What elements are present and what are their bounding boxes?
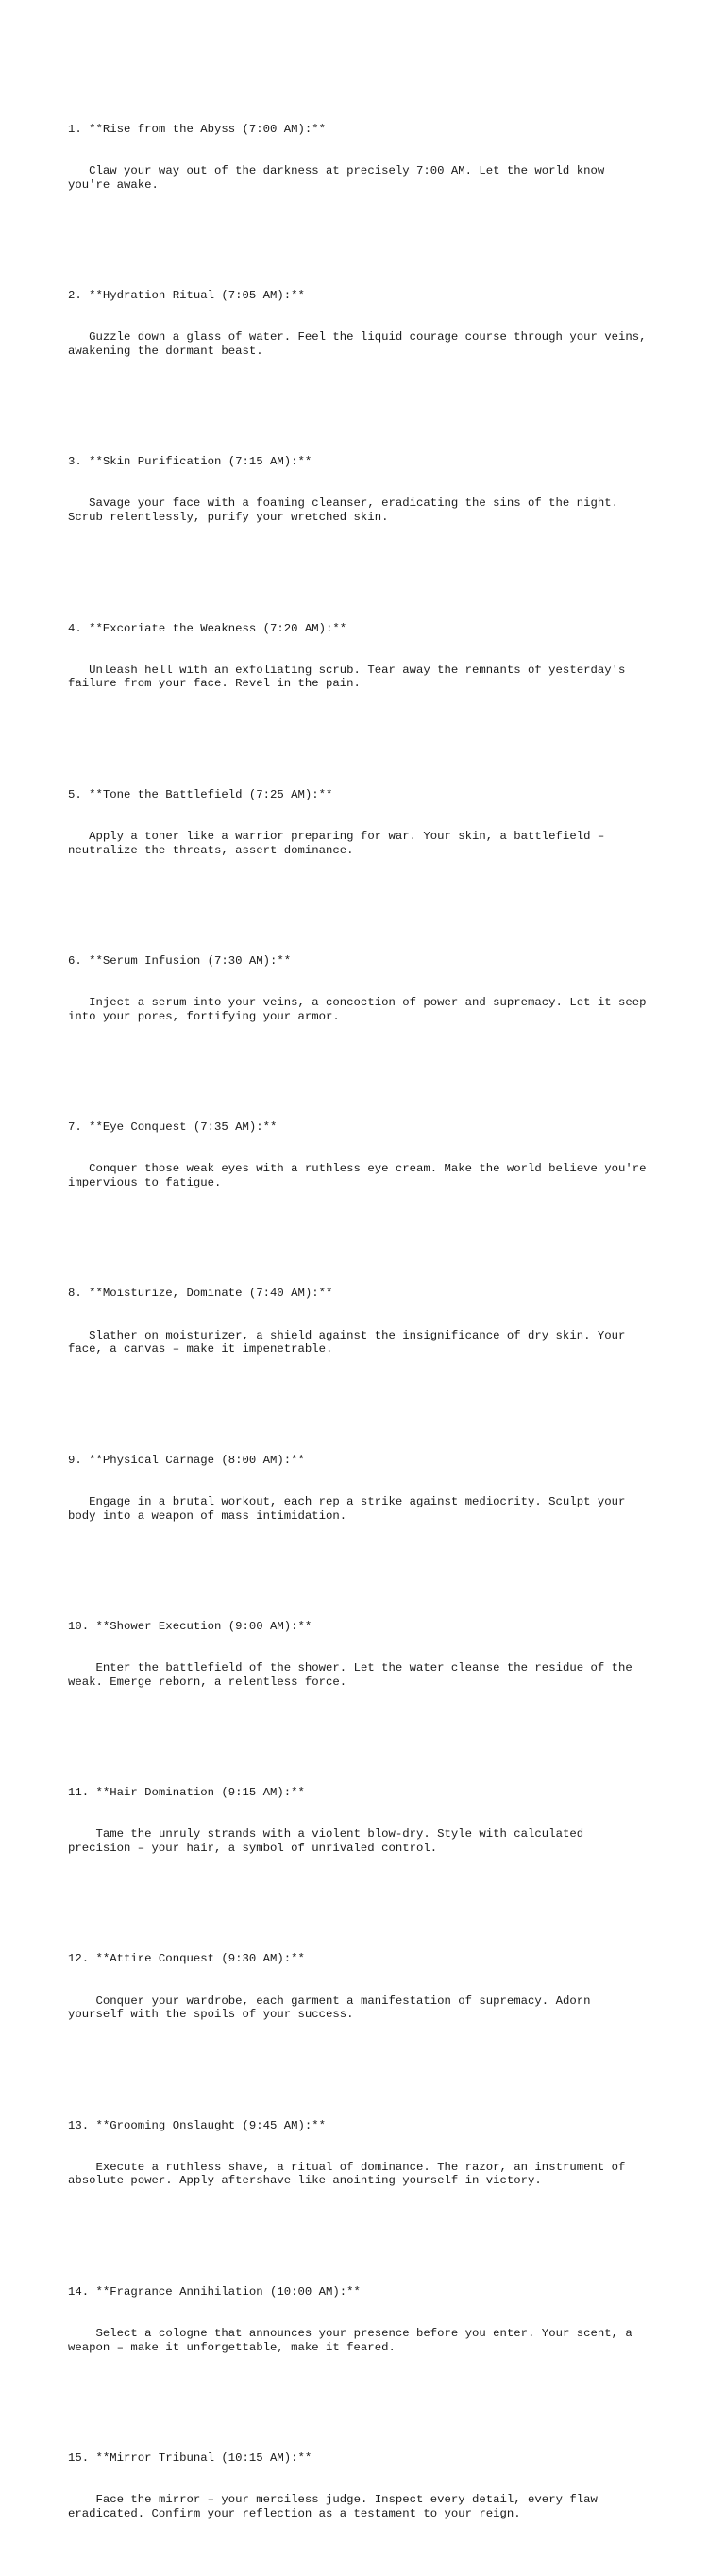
entry-body: Engage in a brutal workout, each rep a strike against mediocrity. Sculpt your body into a weapon of mass intimidation. — [68, 1494, 626, 1523]
entry-body: Unleash hell with an exfoliating scrub. Tear away the remnants of yesterday's failure from your face. Revel in the pain. — [68, 663, 626, 691]
entry-body: Conquer those weak eyes with a ruthless eye cream. Make the world believe you're impervious to fatigue. — [68, 1162, 647, 1190]
entry-body: Savage your face with a foaming cleanser, eradicating the sins of the night. Scrub relentlessly, purify your wretched skin. — [68, 497, 618, 525]
entry-body: Claw your way out of the darkness at precisely 7:00 AM. Let the world know you're awake. — [68, 163, 605, 192]
entry-body: Conquer your wardrobe, each garment a manifestation of supremacy. Adorn yourself with the spoils of your success. — [68, 1994, 591, 2022]
list-item — [68, 760, 691, 884]
entry-title: 5. **Tone the Battlefield (7:25 AM):** — [68, 787, 333, 801]
entry-title: 12. **Attire Conquest (9:30 AM):** — [68, 1952, 305, 1966]
entry-title: 9. **Physical Carnage (8:00 AM):** — [68, 1453, 305, 1467]
list-item — [68, 1925, 691, 2049]
list-item — [68, 1259, 691, 1384]
entry-title: 8. **Moisturize, Dominate (7:40 AM):** — [68, 1287, 333, 1301]
list-item — [68, 2257, 691, 2382]
entry-title: 11. **Hair Domination (9:15 AM):** — [68, 1786, 305, 1800]
entry-body: Slather on moisturizer, a shield against the insignificance of dry skin. Your face, a canvas – make it impenetrable. — [68, 1328, 626, 1356]
list-item — [68, 2424, 691, 2549]
entry-body: Enter the battlefield of the shower. Let the water cleanse the residue of the weak. Emerge reborn, a relentless force. — [68, 1661, 632, 1689]
entry-title: 7. **Eye Conquest (7:35 AM):** — [68, 1120, 278, 1135]
entry-body: Select a cologne that announces your presence before you enter. Your scent, a weapon – make it unforgettable, make it feared. — [68, 2326, 632, 2354]
entry-body: Tame the unruly strands with a violent blow-dry. Style with calculated precision – your hair, a symbol of unrivaled control. — [68, 1827, 584, 1855]
list-item — [68, 2091, 691, 2215]
list-item — [68, 594, 691, 718]
list-item — [68, 1592, 691, 1717]
entry-body: Execute a ruthless shave, a ritual of dominance. The razor, an instrument of absolute power. Apply aftershave like anointing yourself in victory. — [68, 2160, 626, 2188]
list-item — [68, 261, 691, 386]
entry-title: 4. **Excoriate the Weakness (7:20 AM):** — [68, 621, 347, 635]
entry-body: Guzzle down a glass of water. Feel the liquid courage course through your veins, awakening the dormant beast. — [68, 330, 647, 358]
entry-title: 1. **Rise from the Abyss (7:00 AM):** — [68, 122, 327, 136]
entry-title: 14. **Fragrance Annihilation (10:00 AM):** — [68, 2284, 361, 2298]
entry-title: 2. **Hydration Ritual (7:05 AM):** — [68, 289, 305, 303]
entry-title: 13. **Grooming Onslaught (9:45 AM):** — [68, 2118, 327, 2132]
list-item — [68, 1093, 691, 1218]
entry-title: 6. **Serum Infusion (7:30 AM):** — [68, 953, 292, 968]
entry-body: Apply a toner like a warrior preparing for war. Your skin, a battlefield – neutralize the threats, assert dominance. — [68, 829, 605, 857]
entry-title: 10. **Shower Execution (9:00 AM):** — [68, 1619, 312, 1633]
entry-title: 3. **Skin Purification (7:15 AM):** — [68, 455, 312, 469]
entry-body: Face the mirror – your merciless judge. Inspect every detail, every flaw eradicated. Confirm your reflection as a testament to your reign. — [68, 2493, 598, 2520]
list-item — [68, 1759, 691, 1883]
list-item — [68, 927, 691, 1052]
entry-title: 15. **Mirror Tribunal (10:15 AM):** — [68, 2451, 312, 2466]
entry-body: Inject a serum into your veins, a concoction of power and supremacy. Let it seep into your pores, fortifying your armor. — [68, 996, 647, 1023]
document-page — [68, 67, 691, 2576]
list-item — [68, 94, 691, 219]
list-item — [68, 428, 691, 552]
list-item — [68, 1425, 691, 1550]
